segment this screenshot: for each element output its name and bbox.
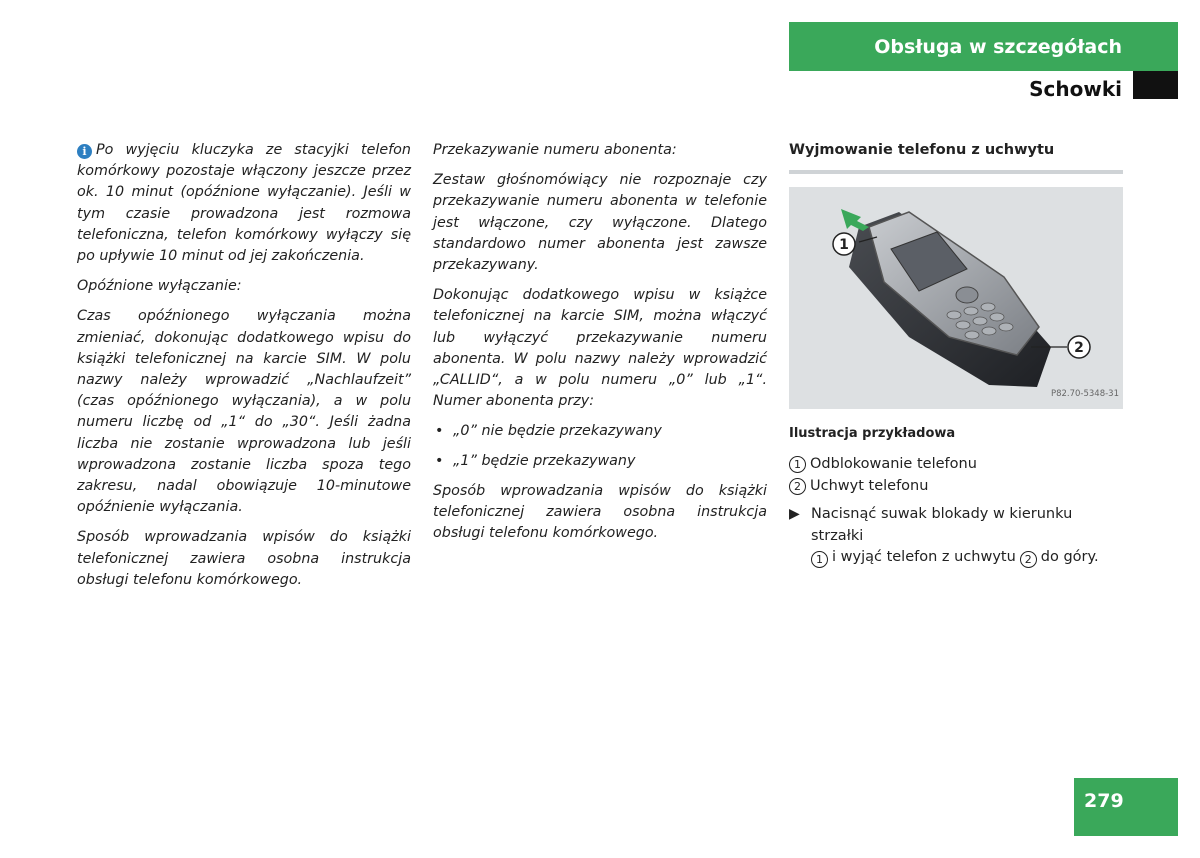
callout-2-label: 2 [1074, 339, 1084, 356]
step-arrow-icon: ▶ [789, 506, 800, 522]
paragraph: Przekazywanie numeru abonenta: [433, 142, 677, 158]
callout-1-label: 1 [839, 236, 849, 253]
arrow-icon [841, 209, 869, 231]
phone-navkey [956, 287, 978, 303]
info-icon: i [77, 144, 92, 159]
number-icon: 1 [789, 456, 806, 473]
paragraph: Dokonując dodatkowego wpisu w książce telefonicznej na karcie SIM, można włączyć lub wyłączyć przekazywanie numeru abonenta. W polu nazwy należy wprowadzić „CALLID“, a w polu numeru „0” lub „1“. Numer abonenta przy: [433, 287, 767, 410]
chapter-title: Obsługa w szczegółach [874, 35, 1122, 58]
paragraph: Czas opóźnionego wyłączania można zmieniać, dokonując dodatkowego wpisu do książki telefonicznej na karcie SIM. W polu nazwy należy wprowadzić „Nachlaufzeit” (czas opóźnionego wyłączania), a w polu numeru liczbę od „1“ do „30“. Jeśli żadna liczba nie zostanie wprowadzona lub jeśli wprowadzona zostanie liczba spoza tego zakresu, nadal obowiązuje 10-minutowe opóźnienie wyłączania. [77, 308, 411, 516]
number-icon: 2 [789, 478, 806, 495]
column-middle [433, 140, 767, 553]
legend-text: Odblokowanie telefonu [810, 456, 977, 472]
bullet-list [433, 421, 767, 471]
bullet-text: „1” będzie przekazywany [453, 452, 636, 469]
step-line: do góry. [1040, 549, 1099, 565]
step-text [811, 504, 1123, 569]
bullet-icon: • [435, 423, 444, 440]
phone-shape [869, 212, 1039, 355]
bullet-text: „0” nie będzie przekazywany [453, 423, 662, 440]
figure-caption: Ilustracja przykładowa [789, 425, 956, 441]
phone-illustration [789, 187, 1123, 409]
figure-code: P82.70-5348-31 [1050, 389, 1119, 399]
paragraph: Zestaw głośnomówiący nie rozpoznaje czy przekazywanie numeru abonenta w telefonie jest włączone, czy wyłączone. Dlatego standardowo numer abonenta jest zawsze przekazywany. [433, 172, 767, 274]
bullet-icon: • [435, 452, 444, 469]
legend-text: Uchwyt telefonu [810, 477, 929, 494]
step-line: i wyjąć telefon z uchwytu [832, 549, 1016, 565]
legend-item [789, 476, 1123, 498]
number-icon: 1 [811, 551, 828, 568]
section-marker [1133, 71, 1178, 99]
chapter-header [789, 22, 1178, 71]
info-text: Po wyjęciu kluczyka ze stacyjki telefon komórkowy pozostaje włączony jeszcze przez ok. 10 minut (opóźnione wyłączanie). Jeśli w tym czasie prowadzona jest rozmowa telefoniczna, telefon komórkowy wyłączy się po upływie 10 minut od jej zakończenia. [77, 142, 411, 265]
bullet-item [433, 451, 767, 472]
subsection-heading: Wyjmowanie telefonu z uchwytu [789, 140, 1123, 174]
bullet-item [433, 421, 767, 442]
paragraph: Opóźnione wyłączanie: [77, 278, 242, 295]
section-title: Schowki [1029, 77, 1122, 101]
page-number: 279 [1074, 778, 1178, 836]
step-line: Nacisnąć suwak blokady w kierunku strzałki [811, 506, 1073, 544]
phone-in-holder-image [789, 187, 1123, 409]
paragraph: Sposób wprowadzania wpisów do książki telefonicznej zawiera osobna instrukcja obsługi telefonu komórkowego. [433, 482, 767, 542]
paragraph: Sposób wprowadzania wpisów do książki telefonicznej zawiera osobna instrukcja obsługi telefonu komórkowego. [77, 529, 411, 588]
number-icon: 2 [1020, 551, 1037, 568]
info-paragraph [77, 140, 411, 267]
column-right [789, 140, 1123, 569]
legend-item [789, 454, 1123, 476]
column-left [77, 140, 411, 600]
instruction-step [789, 504, 1123, 569]
